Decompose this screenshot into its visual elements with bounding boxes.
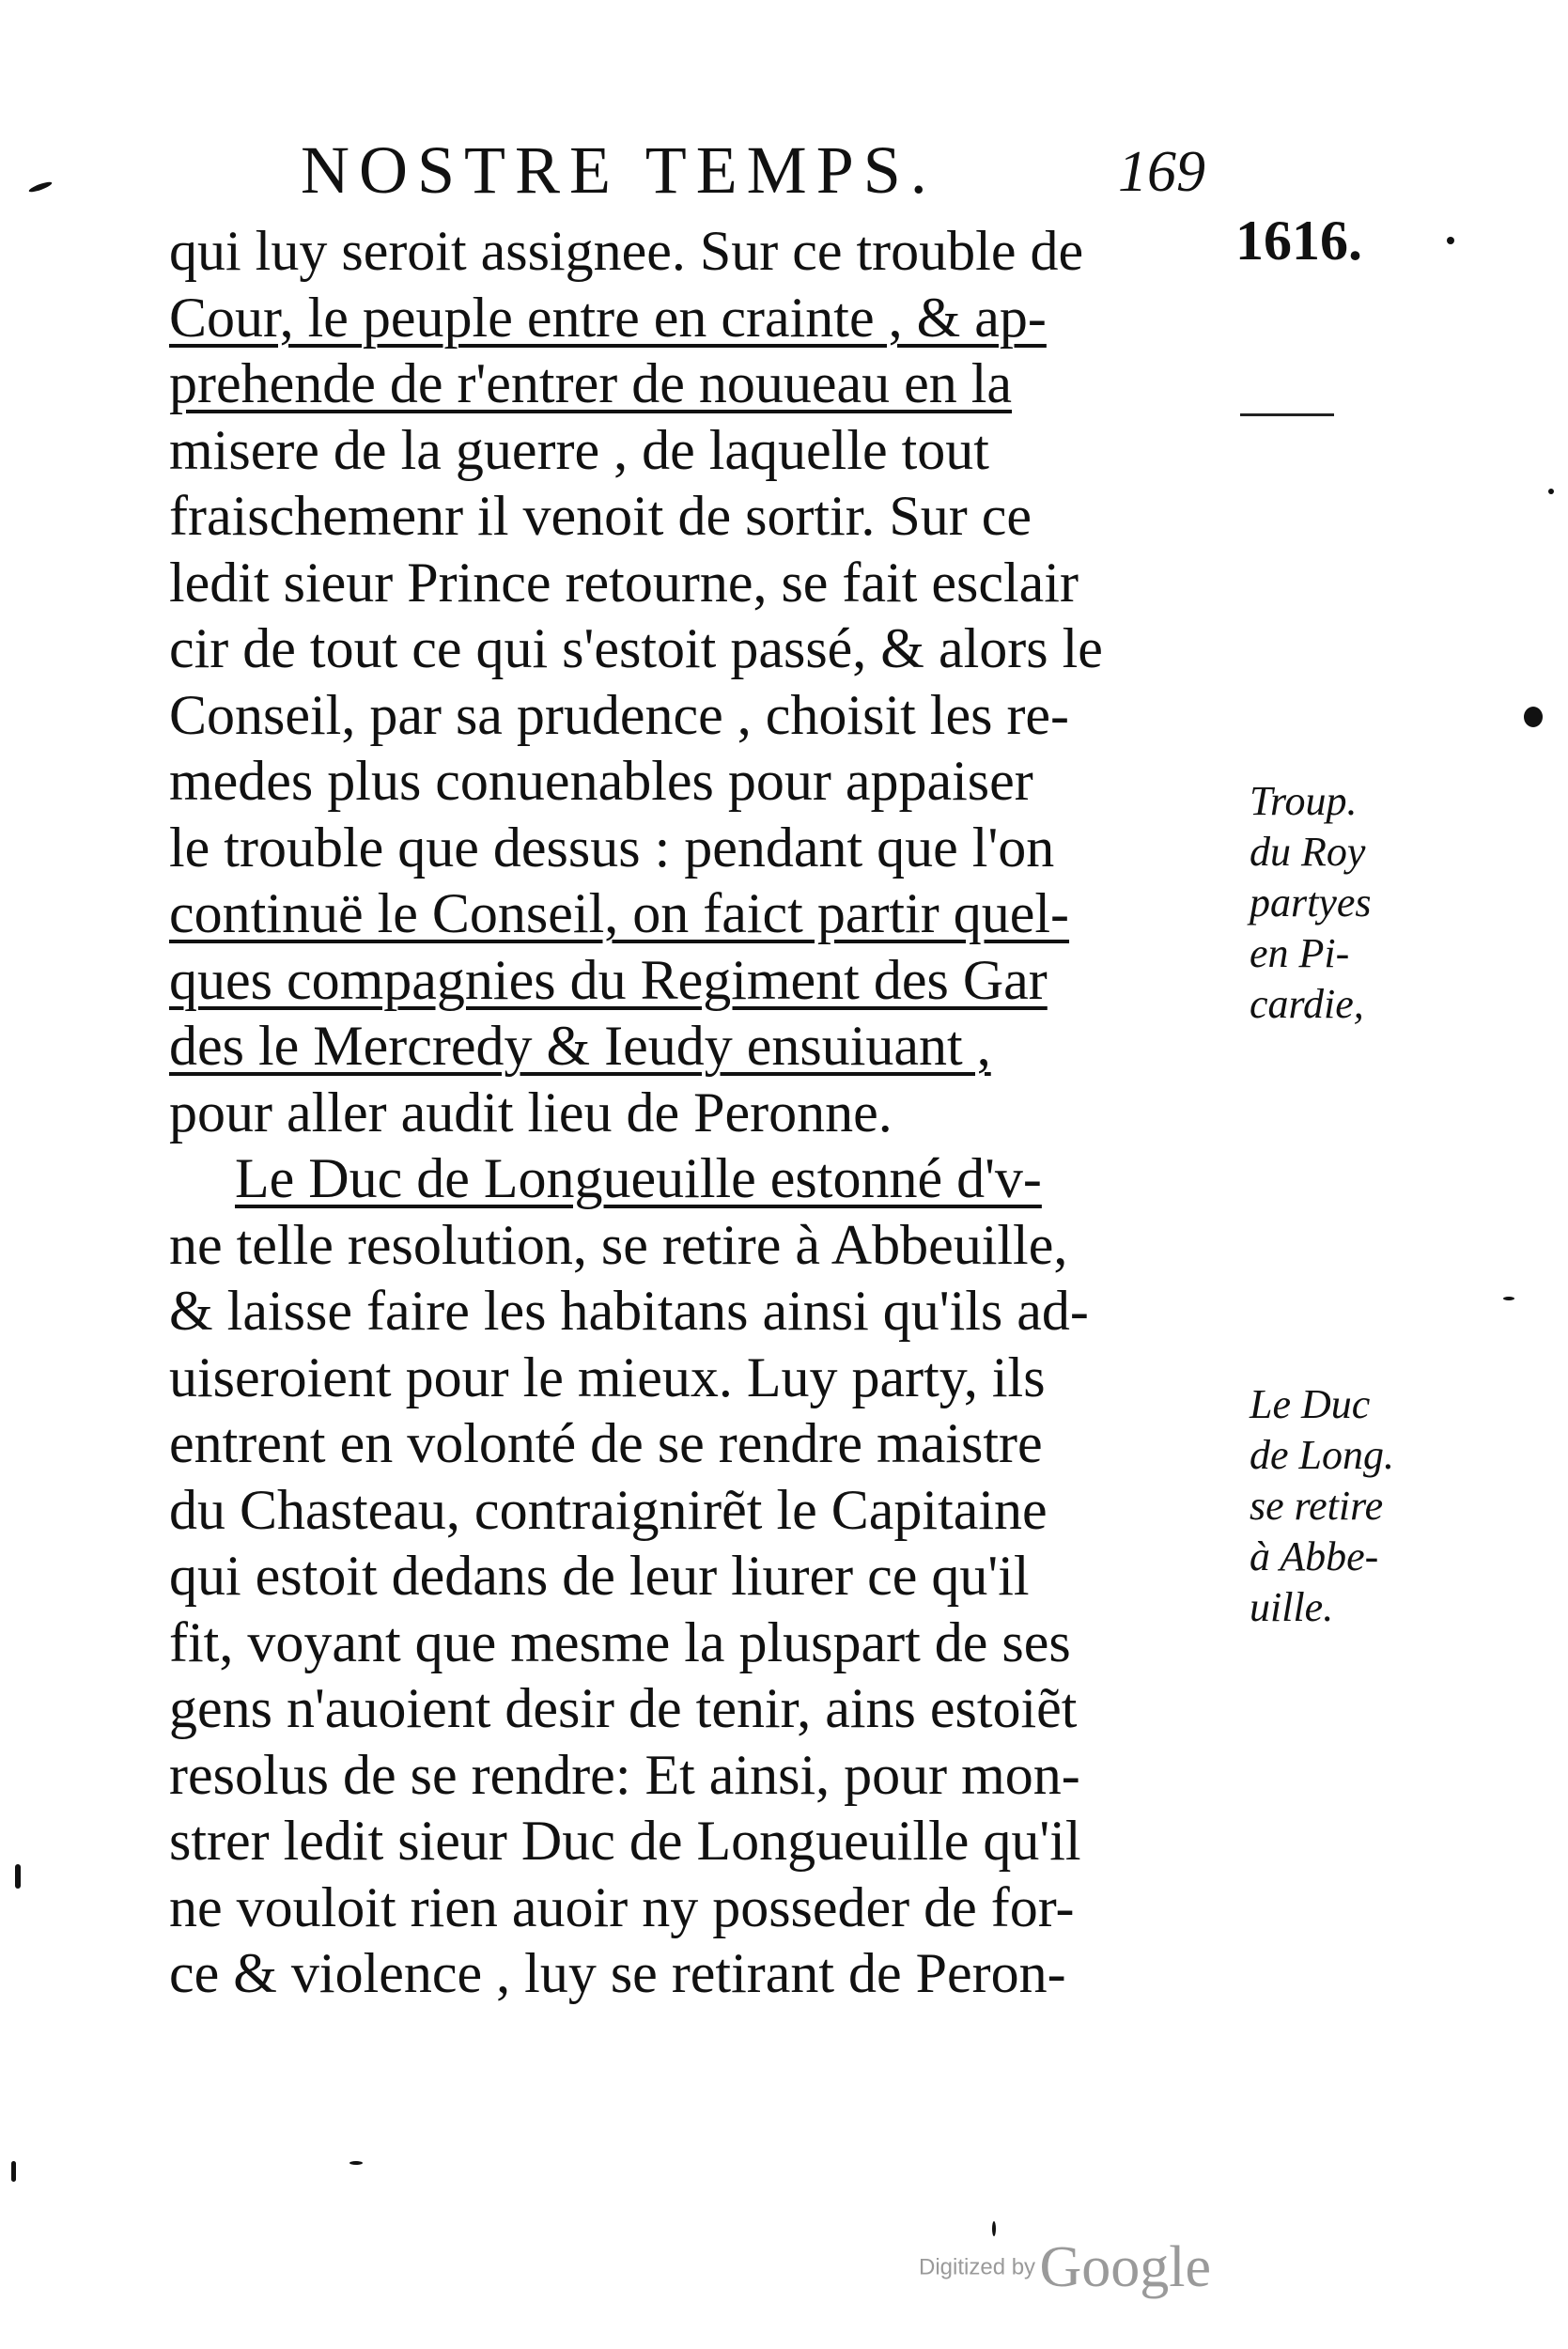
margin-note-troops — [1250, 776, 1372, 1030]
text-line: ne telle resolution, se retire à Abbeuille, — [169, 1213, 1068, 1276]
text-line: qui estoit dedans de leur liurer ce qu'il — [169, 1545, 1030, 1607]
text-line: fit, voyant que mesme la pluspart de ses — [169, 1610, 1071, 1673]
margin-note-line: Le Duc — [1250, 1381, 1371, 1427]
scan-speck — [15, 1864, 21, 1889]
margin-note-line: Troup. — [1250, 778, 1358, 824]
margin-note-duc — [1250, 1379, 1394, 1633]
body-text — [169, 218, 1221, 2007]
text-line: pour aller audit lieu de Peronne. — [169, 1081, 893, 1143]
margin-rule — [1240, 413, 1334, 416]
text-line: le trouble que dessus : pendant que l'on — [169, 816, 1055, 879]
text-line: & laisse faire les habitans ainsi qu'ils ad- — [169, 1280, 1089, 1342]
text-line: entrent en volonté de se rendre maistre — [169, 1412, 1043, 1474]
page-number: 169 — [1118, 140, 1205, 204]
scan-speck — [1524, 707, 1543, 727]
margin-note-line: de Long. — [1250, 1432, 1394, 1478]
text-line: ledit sieur Prince retourne, se fait esclair — [169, 551, 1079, 614]
scan-speck — [1548, 489, 1554, 494]
text-line: Conseil, par sa prudence , choisit les re- — [169, 683, 1070, 746]
text-line: continuë le Conseil, on faict partir quel- — [169, 882, 1070, 944]
digitized-by-label: Digitized by — [919, 2254, 1036, 2280]
margin-note-line: se retire — [1250, 1483, 1384, 1529]
running-title: NOSTRE TEMPS. — [301, 132, 937, 208]
text-line: Le Duc de Longueuille estonné d'v- — [235, 1147, 1042, 1209]
text-line: cir de tout ce qui s'estoit passé, & alors le — [169, 617, 1103, 679]
text-line: strer ledit sieur Duc de Longueuille qu'il — [169, 1810, 1081, 1872]
margin-note-line: cardie, — [1250, 981, 1364, 1027]
google-logo: Google — [1039, 2235, 1212, 2299]
digitized-by-watermark — [919, 2234, 1211, 2301]
text-line: prehende de r'entrer de nouueau en la — [169, 352, 1013, 414]
scan-speck — [349, 2161, 363, 2165]
margin-note-line: en Pi- — [1250, 930, 1350, 976]
text-line: gens n'auoient desir de tenir, ains estoiẽt — [169, 1677, 1078, 1739]
text-line: des le Mercredy & Ieudy ensuiuant , — [169, 1015, 991, 1077]
scan-speck — [28, 180, 53, 194]
margin-note-line: du Roy — [1250, 829, 1366, 875]
margin-note-line: uille. — [1250, 1584, 1334, 1630]
scan-speck — [1503, 1297, 1514, 1300]
margin-year: 1616. — [1235, 210, 1362, 272]
margin-note-line: à Abbe- — [1250, 1533, 1379, 1579]
text-line: fraischemenr il venoit de sortir. Sur ce — [169, 485, 1032, 547]
text-line: misere de la guerre , de laquelle tout — [169, 418, 989, 481]
text-line: qui luy seroit assignee. Sur ce trouble de — [169, 220, 1084, 282]
text-line: medes plus conuenables pour appaiser — [169, 750, 1033, 812]
text-line: ques compagnies du Regiment des Gar — [169, 948, 1048, 1011]
scan-speck — [11, 2161, 16, 2182]
text-line: du Chasteau, contraignirẽt le Capitaine — [169, 1478, 1048, 1541]
text-line: ne vouloit rien auoir ny posseder de for- — [169, 1875, 1075, 1938]
text-line: uiseroient pour le mieux. Luy party, ils — [169, 1346, 1046, 1408]
margin-note-line: partyes — [1250, 879, 1372, 926]
text-line: resolus de se rendre: Et ainsi, pour mon- — [169, 1743, 1080, 1806]
text-line: ce & violence , luy se retirant de Peron- — [169, 1942, 1066, 2004]
text-line: Cour, le peuple entre en crainte , & ap- — [169, 286, 1047, 349]
scan-speck — [1447, 237, 1454, 244]
